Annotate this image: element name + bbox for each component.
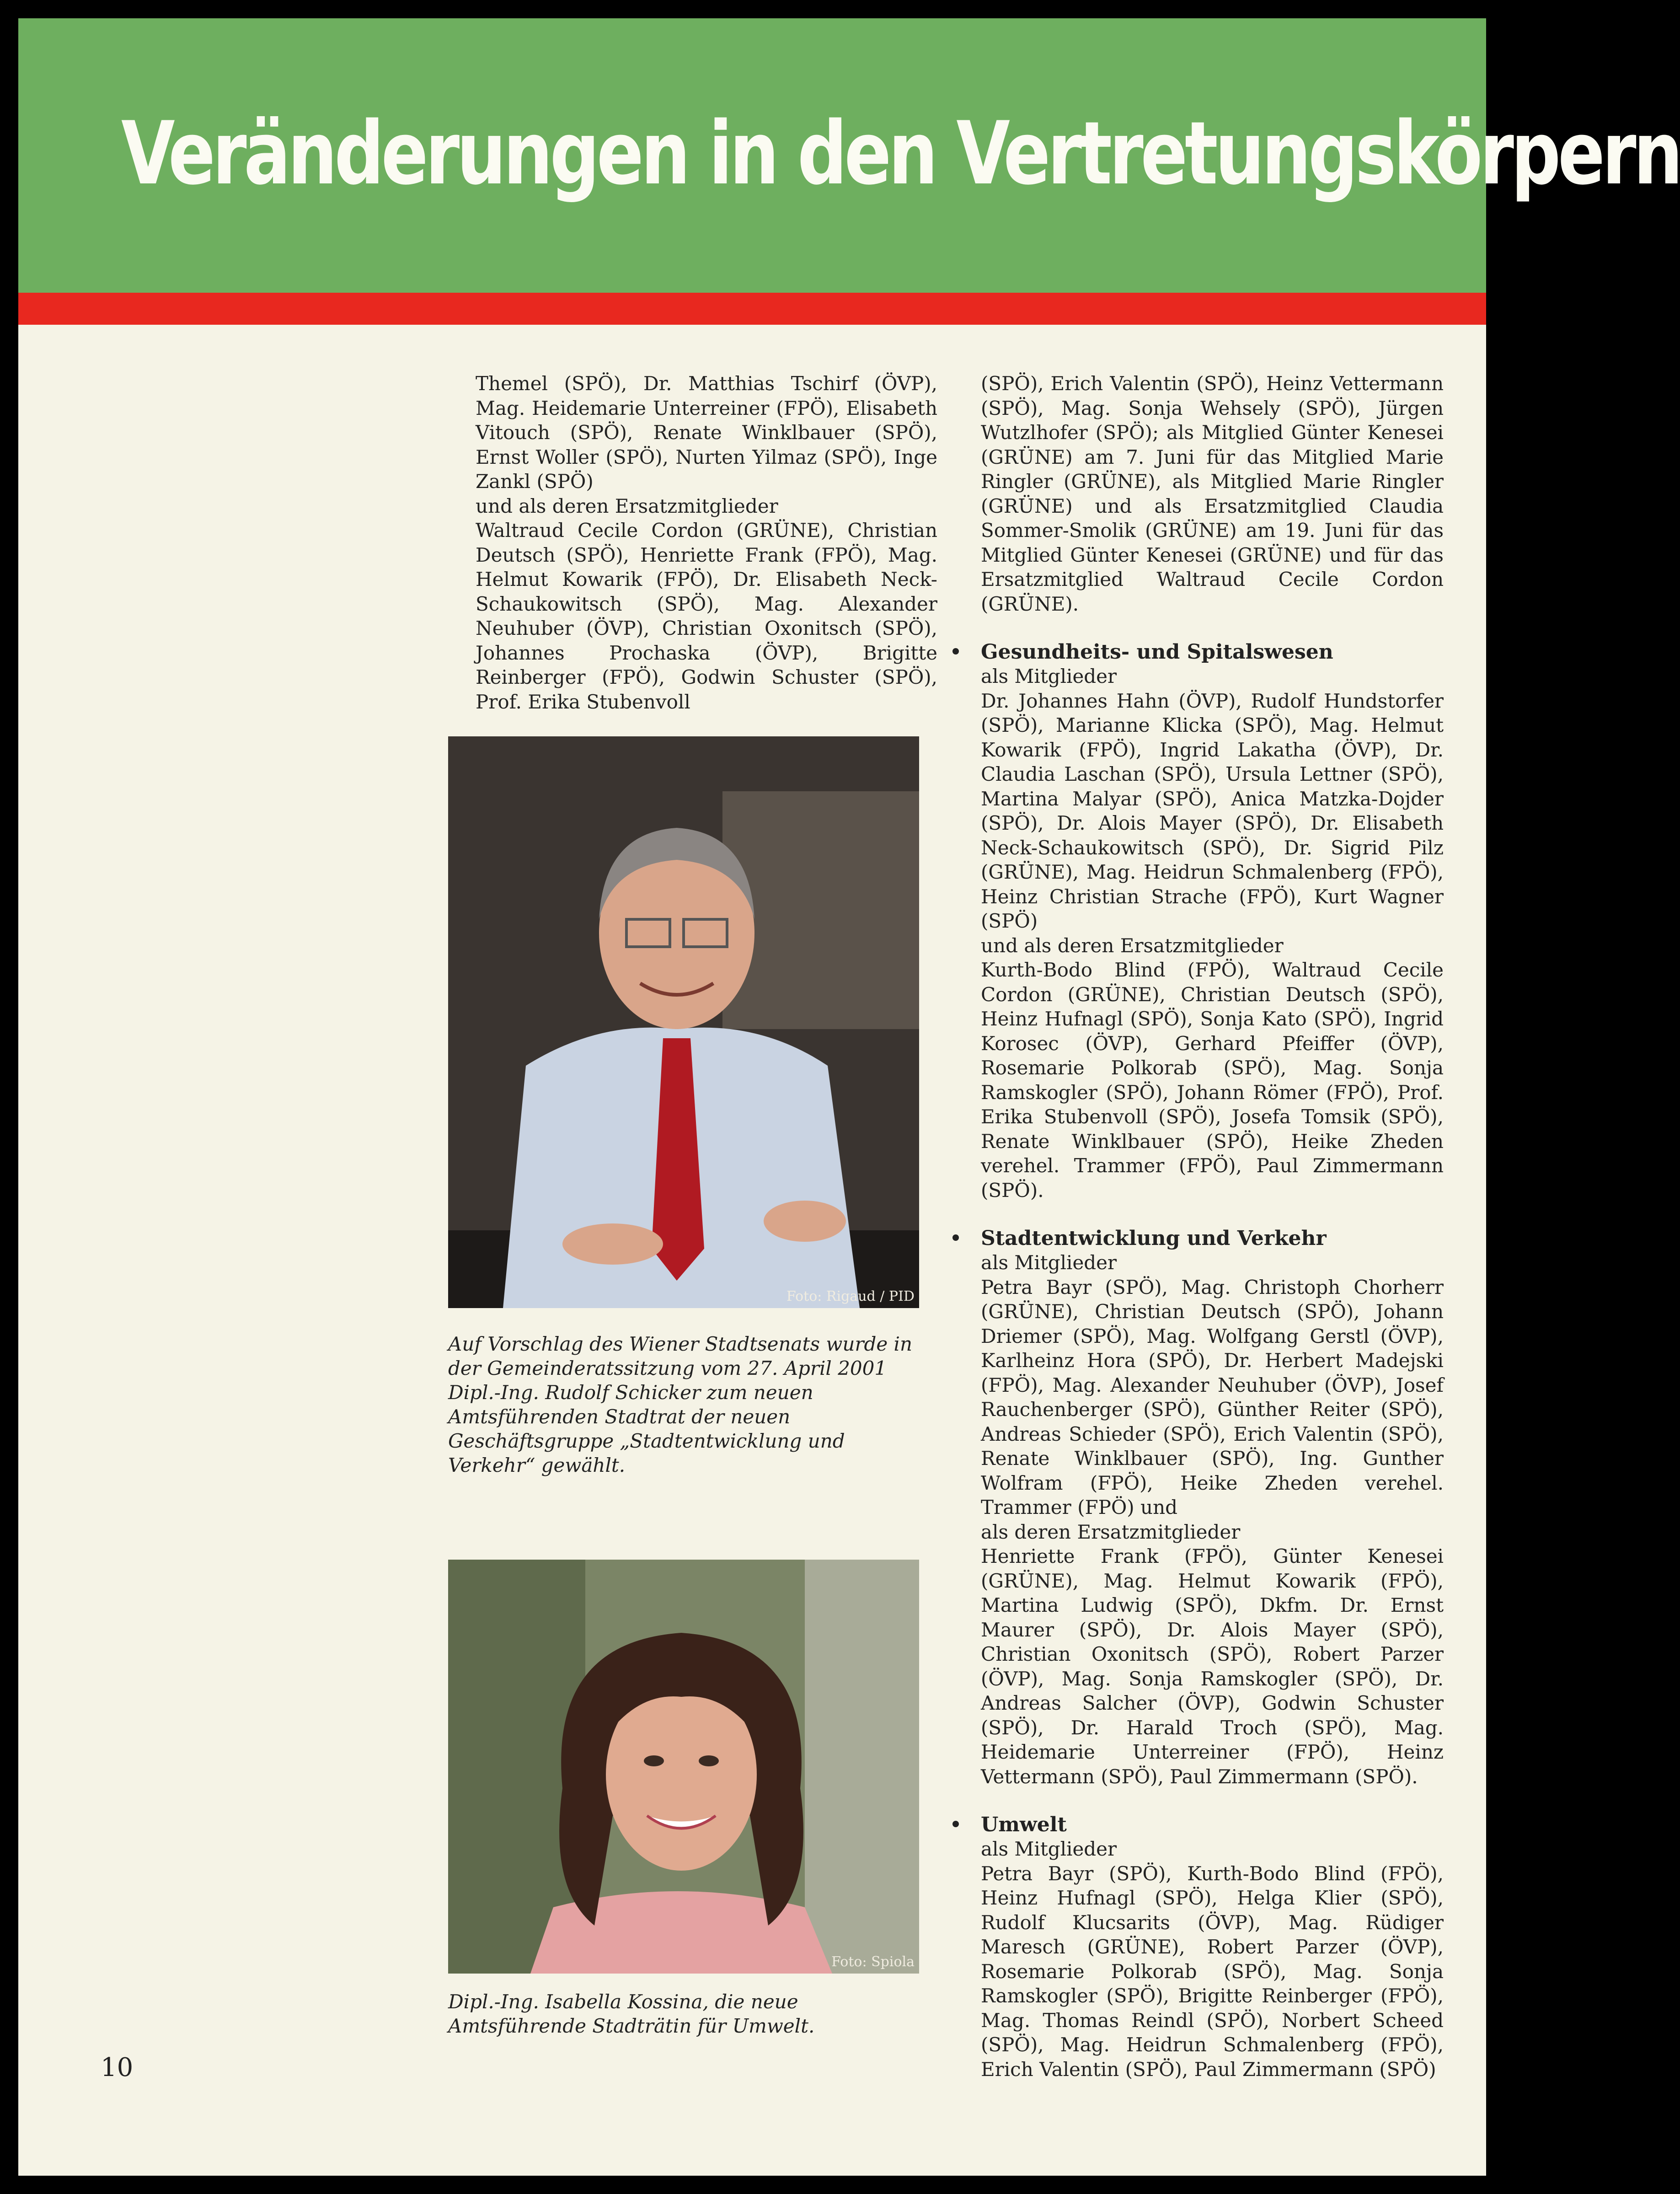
column1-paragraph: Waltraud Cecile Cordon (GRÜNE), Christian Deutsch (SPÖ), Henriette Frank (FPÖ), Mag. Helmut Kowarik (FPÖ), Dr. Elisabeth Neck-Schaukowitsch (SPÖ), Mag. Alexander Neuhuber (ÖVP), Christian Oxonitsch (SPÖ), Johannes Prochaska (ÖVP), Brigitte Reinberger (FPÖ), Godwin Schuster (SPÖ), Prof. Erika Stubenvoll: [476, 519, 937, 713]
substitutes-label: und als deren Ersatzmitglieder: [981, 934, 1284, 957]
title-banner: [18, 18, 1680, 293]
bullet-icon: [952, 1821, 959, 1827]
column1-paragraph: und als deren Ersatzmitglieder: [476, 494, 778, 517]
bullet-icon: [952, 648, 959, 654]
members-list: Dr. Johannes Hahn (ÖVP), Rudolf Hundstorfer (SPÖ), Marianne Klicka (SPÖ), Mag. Helmut Kowarik (FPÖ), Ingrid Lakatha (ÖVP), Dr. Claudia Laschan (SPÖ), Ursula Lettner (SPÖ), Martina Malyar (SPÖ), Anica Matzka-Dojder (SPÖ), Dr. Alois Mayer (SPÖ), Dr. Elisabeth Neck-Schaukowitsch (SPÖ), Dr. Sigrid Pilz (GRÜNE), Mag. Heidrun Schmalenberg (FPÖ), Heinz Christian Strache (FPÖ), Kurt Wagner (SPÖ): [981, 689, 1444, 932]
members-list: Petra Bayr (SPÖ), Mag. Christoph Chorherr (GRÜNE), Christian Deutsch (SPÖ), Johann Driemer (SPÖ), Mag. Wolfgang Gerstl (ÖVP), Karlheinz Hora (SPÖ), Dr. Herbert Madejski (FPÖ), Mag. Alexander Neuhuber (ÖVP), Josef Rauchenberger (SPÖ), Günther Reiter (SPÖ), Andreas Schieder (SPÖ), Erich Valentin (SPÖ), Renate Winklbauer (SPÖ), Ing. Gunther Wolfram (FPÖ), Heike Zheden verehel. Trammer (FPÖ) und: [981, 1276, 1444, 1518]
members-label: als Mitglieder: [981, 1838, 1117, 1860]
section-heading: Gesundheits- und Spitalswesen: [981, 640, 1444, 664]
document-page: [18, 18, 1680, 2176]
left-text-column: [476, 371, 937, 714]
substitutes-label: als deren Ersatzmitglieder: [981, 1520, 1241, 1543]
bullet-icon: [952, 1234, 959, 1241]
red-divider: [18, 293, 1486, 325]
portrait-illustration: [448, 736, 919, 1308]
photo-credit: Foto: Spiola: [831, 1954, 915, 1970]
members-label: als Mitglieder: [981, 665, 1117, 687]
right-text-column: [981, 371, 1444, 2081]
members-label: als Mitglieder: [981, 1251, 1117, 1274]
photo-caption: Auf Vorschlag des Wiener Stadtsenats wurde in der Gemeinderatssitzung vom 27. April 2001 Dipl.-Ing. Rudolf Schicker zum neuen Amtsführenden Stadtrat der neuen Geschäftsgruppe „Stadtentwicklung und Verkehr“ gewählt.: [448, 1333, 913, 1476]
page-title: Veränderungen in den Vertretungskörpern: [121, 103, 1680, 204]
substitutes-list: Kurth-Bodo Blind (FPÖ), Waltraud Cecile Cordon (GRÜNE), Christian Deutsch (SPÖ), Heinz Hufnagl (SPÖ), Sonja Kato (SPÖ), Ingrid Korosec (ÖVP), Gerhard Pfeiffer (ÖVP), Rosemarie Polkorab (SPÖ), Mag. Sonja Ramskogler (SPÖ), Johann Römer (FPÖ), Prof. Erika Stubenvoll (SPÖ), Josefa Tomsik (SPÖ), Renate Winklbauer (SPÖ), Heike Zheden verehel. Trammer (FPÖ), Paul Zimmermann (SPÖ).: [981, 959, 1444, 1202]
photo-caption: Dipl.-Ing. Isabella Kossina, die neue Amtsführende Stadträtin für Umwelt.: [448, 1990, 815, 2037]
substitutes-list: Henriette Frank (FPÖ), Günter Kenesei (GRÜNE), Mag. Helmut Kowarik (FPÖ), Martina Ludwig (SPÖ), Dkfm. Dr. Ernst Maurer (SPÖ), Dr. Alois Mayer (SPÖ), Christian Oxonitsch (SPÖ), Robert Parzer (ÖVP), Mag. Sonja Ramskogler (SPÖ), Dr. Andreas Salcher (ÖVP), Godwin Schuster (SPÖ), Dr. Harald Troch (SPÖ), Mag. Heidemarie Unterreiner (FPÖ), Heinz Vettermann (SPÖ), Paul Zimmermann (SPÖ).: [981, 1545, 1444, 1788]
column2-intro: (SPÖ), Erich Valentin (SPÖ), Heinz Vettermann (SPÖ), Mag. Sonja Wehsely (SPÖ), Jürgen Wutzlhofer (SPÖ); als Mitglied Günter Kenesei (GRÜNE) am 7. Juni für das Mitglied Marie Ringler (GRÜNE), als Mitglied Marie Ringler (GRÜNE) und als Ersatzmitglied Claudia Sommer-Smolik (GRÜNE) am 19. Juni für das Mitglied Günter Kenesei (GRÜNE) und für das Ersatzmitglied Waltraud Cecile Cordon (GRÜNE).: [981, 372, 1444, 615]
photo-credit: Foto: Rigaud / PID: [786, 1288, 915, 1304]
committee-section: [981, 640, 1444, 1202]
section-heading: Umwelt: [981, 1813, 1444, 1837]
committee-section: [981, 1226, 1444, 1789]
portrait-photo-kossina: [448, 1560, 919, 1974]
members-list: Petra Bayr (SPÖ), Kurth-Bodo Blind (FPÖ), Heinz Hufnagl (SPÖ), Helga Klier (SPÖ), Rudolf Klucsarits (ÖVP), Mag. Rüdiger Maresch (GRÜNE), Robert Parzer (ÖVP), Rosemarie Polkorab (SPÖ), Mag. Sonja Ramskogler (SPÖ), Brigitte Reinberger (FPÖ), Mag. Thomas Reindl (SPÖ), Norbert Scheed (SPÖ), Mag. Heidrun Schmalenberg (FPÖ), Erich Valentin (SPÖ), Paul Zimmermann (SPÖ): [981, 1862, 1444, 2081]
page-number: 10: [101, 2053, 134, 2082]
section-heading: Stadtentwicklung und Verkehr: [981, 1226, 1444, 1250]
portrait-illustration: [448, 1560, 919, 1974]
portrait-photo-schicker: [448, 736, 919, 1308]
committee-section: [981, 1813, 1444, 2081]
column1-paragraph: Themel (SPÖ), Dr. Matthias Tschirf (ÖVP), Mag. Heidemarie Unterreiner (FPÖ), Elisabeth Vitouch (SPÖ), Renate Winklbauer (SPÖ), Ernst Woller (SPÖ), Nurten Yilmaz (SPÖ), Inge Zankl (SPÖ): [476, 372, 937, 493]
